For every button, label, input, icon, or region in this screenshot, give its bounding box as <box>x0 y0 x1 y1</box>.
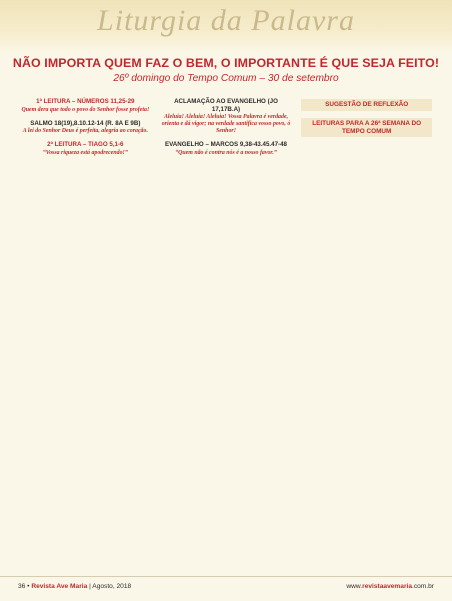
column-2 <box>161 92 292 570</box>
page-subtitle: 26º domingo do Tempo Comum – 30 de setembro <box>113 73 339 84</box>
reading2-heading: 2ª LEITURA – TIAGO 5,1-6 <box>47 141 124 149</box>
column-1 <box>20 92 151 570</box>
liturgy-banner <box>0 0 452 54</box>
reflection-heading: SUGESTÃO DE REFLEXÃO <box>301 99 432 111</box>
reading1-heading: 1ª LEITURA – NÚMEROS 11,25-29 <box>36 98 135 105</box>
gospel-subtitle: “Quem não é contra nós é a nosso favor.” <box>175 149 277 156</box>
column-3 <box>301 92 432 570</box>
magazine-name: Revista Ave Maria <box>31 583 88 590</box>
psalm-response: A lei do Senhor Deus é perfeita, alegria ao coração. <box>22 128 148 135</box>
acclamation-heading: ACLAMAÇÃO AO EVANGELHO (JO 17,17B.A) <box>174 98 278 113</box>
banner-title: Liturgia da Palavra <box>97 4 355 37</box>
issue-date: Agosto, 2018 <box>92 583 132 590</box>
reading2-subtitle: “Vossa riqueza está apodrecendo!” <box>42 149 128 156</box>
page-footer <box>0 576 452 601</box>
page-number: 36 <box>18 583 26 590</box>
weekly-readings-heading: LEITURAS PARA A 26ª SEMANA DO TEMPO COMUM <box>301 118 432 138</box>
psalm-heading: SALMO 18(19),8.10.12-14 (R. 8A E 9B) <box>30 119 141 127</box>
article-columns <box>20 92 432 570</box>
acclamation-text: Aleluia! Aleluia! Aleluia! Vossa Palavra é verdade, orienta e dá vigor; na verdade santifica vosso povo, ó Senhor! <box>161 114 291 135</box>
footer-website[interactable]: www.revistaavemaria.com.br <box>346 583 434 590</box>
page-headline: NÃO IMPORTA QUEM FAZ O BEM, O IMPORTANTE É QUE SEJA FEITO! <box>12 56 440 70</box>
reading1-subtitle: Quem dera que todo o povo do Senhor fosse profeta! <box>21 106 150 113</box>
footer-left: 36 • Revista Ave Maria | Agosto, 2018 <box>18 583 132 590</box>
gospel-heading: EVANGELHO – MARCOS 9,38-43.45.47-48 <box>165 141 287 149</box>
